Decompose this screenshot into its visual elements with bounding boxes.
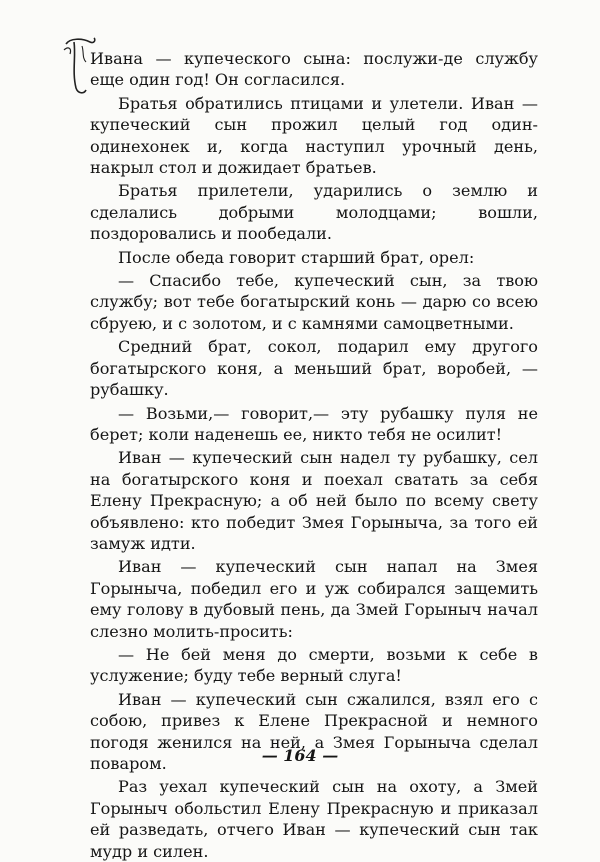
paragraph-7: — Возьми,— говорит,— эту рубашку пуля не берет; коли наденешь ее, никто тебя не осилит! bbox=[90, 403, 538, 444]
paragraph-12: Раз уехал купеческий сын на охоту, а Змей Горыныч обольстил Елену Прекрасную и приказал ей разведать, отчего Иван — купеческий сын так мудр и силен. bbox=[90, 777, 538, 861]
paragraph-8: Иван — купеческий сын надел ту рубашку, сел на богатырского коня и поехал сватать за себя Елену Прекрасную; а об ней было по всему свету объявлено: кто победит Змея Горыныча, за того ей замуж идти. bbox=[90, 448, 538, 553]
paragraph-10: — Не бей меня до смерти, возьми к себе в услужение; буду тебе верный слуга! bbox=[90, 644, 538, 686]
paragraph-2: Братья обратились птицами и улетели. Иван — купеческий сын прожил целый год один-одинехонек и, когда наступил урочный день, накрыл стол и дожидает братьев. bbox=[90, 93, 538, 178]
paragraph-6: Средний брат, сокол, подарил ему другого богатырского коня, а меньший брат, воробей, — рубашку. bbox=[90, 337, 538, 400]
paragraph-5: — Спасибо тебе, купеческий сын, за твою службу; вот тебе богатырский конь — дарю со всею сбруею, и с золотом, и с камнями самоцветными. bbox=[90, 271, 538, 333]
paragraph-9: Иван — купеческий сын напал на Змея Горыныча, победил его и уж собирался защемить ему голову в дубовый пень, да Змей Горыныч начал слезно молить-просить: bbox=[90, 557, 538, 641]
paragraph-11: Иван — купеческий сын сжалился, взял его с собою, привез к Елене Прекрасной и немного погодя женился на ней, а Змея Горыныча сделал поваром. bbox=[90, 689, 538, 773]
ornament-initial-icon bbox=[60, 36, 100, 96]
paragraph-4: После обеда говорит старший брат, орел: bbox=[118, 247, 475, 267]
paragraph-3: Братья прилетели, ударились о землю и сделались добрыми молодцами; вошли, поздоровались и пообедали. bbox=[90, 181, 538, 244]
page-number: — 164 — bbox=[261, 746, 339, 765]
paragraph-1: Ивана — купеческого сына: послужи-де службу еще один год! Он согласился. bbox=[90, 49, 538, 90]
